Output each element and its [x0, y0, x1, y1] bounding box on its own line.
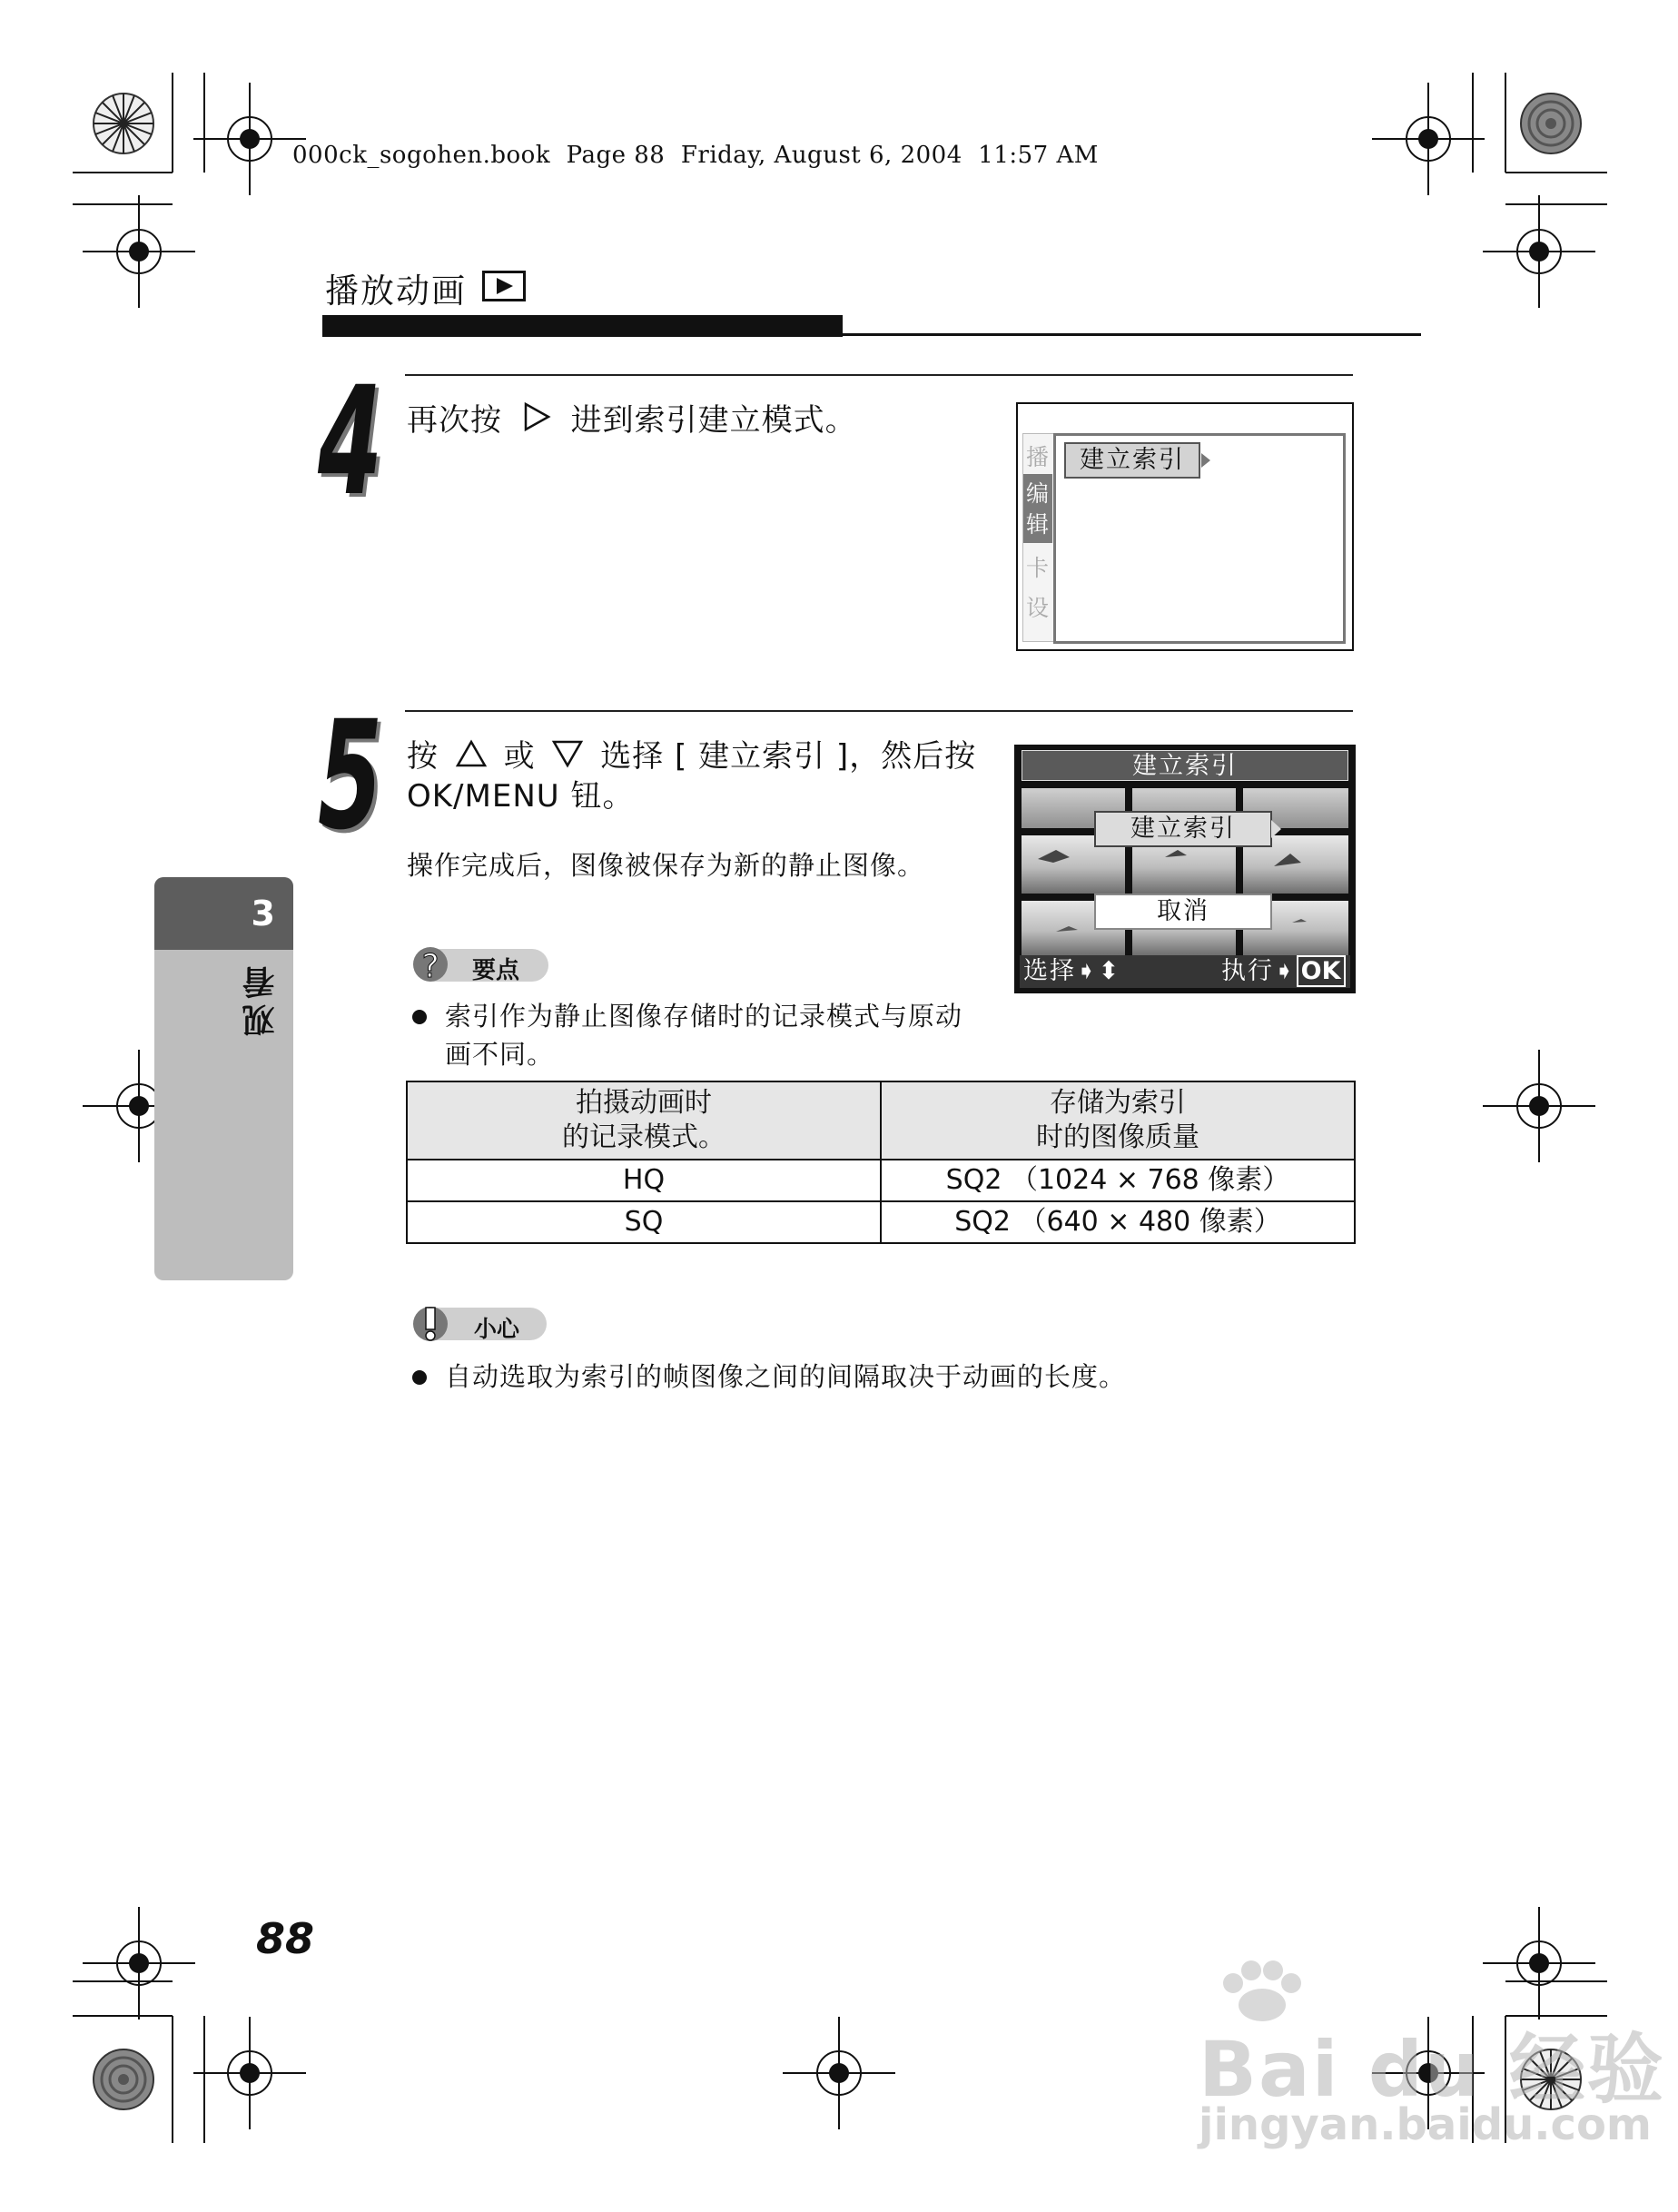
watermark-url: jingyan.baidu.com — [1199, 2099, 1652, 2150]
table-header-quality-line2: 时的图像质量 — [1036, 1121, 1199, 1153]
step-4-lcd-screen — [1016, 402, 1354, 651]
table-row — [407, 1201, 1355, 1243]
lcd-option-create-index: 建立索引 — [1094, 811, 1272, 847]
lcd-footer-select — [1023, 957, 1120, 986]
table-header-mode-line2: 的记录模式。 — [562, 1121, 725, 1153]
chapter-number-box — [154, 877, 293, 950]
lcd-menu-item-create-index: 建立索引 — [1064, 442, 1200, 479]
lcd-title-create-index: 建立索引 — [1022, 750, 1348, 781]
step-5-text-press: 按 — [407, 738, 439, 775]
tip-bullet-text — [445, 997, 990, 1073]
lcd-updown-icon: ⬍ — [1098, 957, 1121, 985]
lcd-option-arrow-icon — [1270, 819, 1283, 839]
tip-bullet-line-2: 画不同。 — [445, 1039, 555, 1070]
lcd-arrow-right-icon — [1199, 451, 1212, 469]
table-cell-mode: SQ — [407, 1201, 881, 1243]
tip-label: 要点 — [472, 957, 520, 984]
lcd-tab-play: 播 — [1026, 444, 1050, 470]
table-cell-mode: HQ — [407, 1160, 881, 1201]
step-4-text-before: 再次按 — [407, 402, 502, 439]
step-5-instruction-line2: OK/MENU 钮。 — [407, 778, 635, 815]
section-title: 播放动画 — [325, 272, 467, 311]
step-4-number: 4 — [318, 354, 383, 528]
lcd-footer-execute-label: 执行 — [1221, 957, 1274, 985]
step-4-divider — [405, 374, 1353, 376]
table-header-mode — [407, 1081, 881, 1160]
table-header-mode-line1: 拍摄动画时 — [576, 1087, 712, 1119]
caution-label: 小心 — [474, 1316, 520, 1342]
table-header-row — [407, 1081, 1355, 1160]
exclamation-icon — [412, 1300, 449, 1344]
step-5-divider — [405, 710, 1353, 712]
lcd-thumbnail-grid — [1020, 750, 1350, 988]
lcd-option-cancel: 取消 — [1094, 894, 1272, 930]
lcd-arrow-icon: ➧ — [1274, 957, 1297, 985]
lcd-tab-edit-1: 编 — [1026, 480, 1050, 507]
up-arrow-icon — [455, 738, 488, 778]
lcd-arrow-icon: ➧ — [1076, 957, 1099, 985]
file-info-header: 000ck_sogohen.book Page 88 Friday, August 6, 2004 11:57 AM — [292, 142, 1099, 169]
paw-logo-icon — [1199, 1960, 1326, 2023]
table-header-quality — [881, 1081, 1355, 1160]
chapter-label: 观看 — [242, 961, 280, 1037]
chapter-number: 3 — [251, 894, 275, 933]
lcd-footer-execute — [1221, 957, 1346, 986]
lcd-footer-select-label: 选择 — [1023, 957, 1076, 985]
page-number: 88 — [256, 1914, 315, 1963]
lcd-tab-setup: 设 — [1026, 595, 1050, 621]
step-4-instruction — [407, 400, 857, 442]
step-5-instruction-line1 — [407, 736, 976, 778]
lcd-tab-card: 卡 — [1026, 555, 1050, 581]
step-4-text-after: 进到索引建立模式。 — [570, 402, 857, 439]
svg-text:?: ? — [421, 948, 439, 984]
step-5-text-select: 选择 [ 建立索引 ]，然后按 — [600, 738, 977, 775]
table-cell-quality: SQ2 （1024 × 768 像素） — [881, 1160, 1355, 1201]
table-row — [407, 1160, 1355, 1201]
step-5-lcd-screen — [1014, 745, 1356, 993]
step-5-text-or: 或 — [503, 738, 536, 775]
watermark-brand: Bai du 经验 — [1199, 2025, 1665, 2114]
quality-table — [406, 1081, 1356, 1244]
lcd-ok-badge: OK — [1297, 955, 1346, 987]
down-arrow-icon — [551, 738, 584, 778]
tip-bullet-dot — [412, 1010, 427, 1024]
lcd-tab-edit-2: 辑 — [1026, 511, 1050, 538]
question-icon — [412, 941, 449, 984]
caution-bullet-dot — [412, 1370, 427, 1385]
caution-bullet-text: 自动选取为索引的帧图像之间的间隔取决于动画的长度。 — [445, 1361, 1127, 1392]
table-cell-quality: SQ2 （640 × 480 像素） — [881, 1201, 1355, 1243]
lcd-side-tabs — [1022, 433, 1055, 642]
play-icon — [482, 271, 526, 301]
right-arrow-icon — [522, 401, 551, 442]
tip-bullet-line-1: 索引作为静止图像存储时的记录模式与原动 — [445, 1001, 963, 1032]
table-header-quality-line1: 存储为索引 — [1050, 1087, 1186, 1119]
step-5-number: 5 — [318, 688, 383, 863]
section-title-bar — [322, 315, 843, 337]
step-5-result-text: 操作完成后，图像被保存为新的静止图像。 — [407, 850, 925, 881]
section-title-rule — [843, 333, 1421, 336]
